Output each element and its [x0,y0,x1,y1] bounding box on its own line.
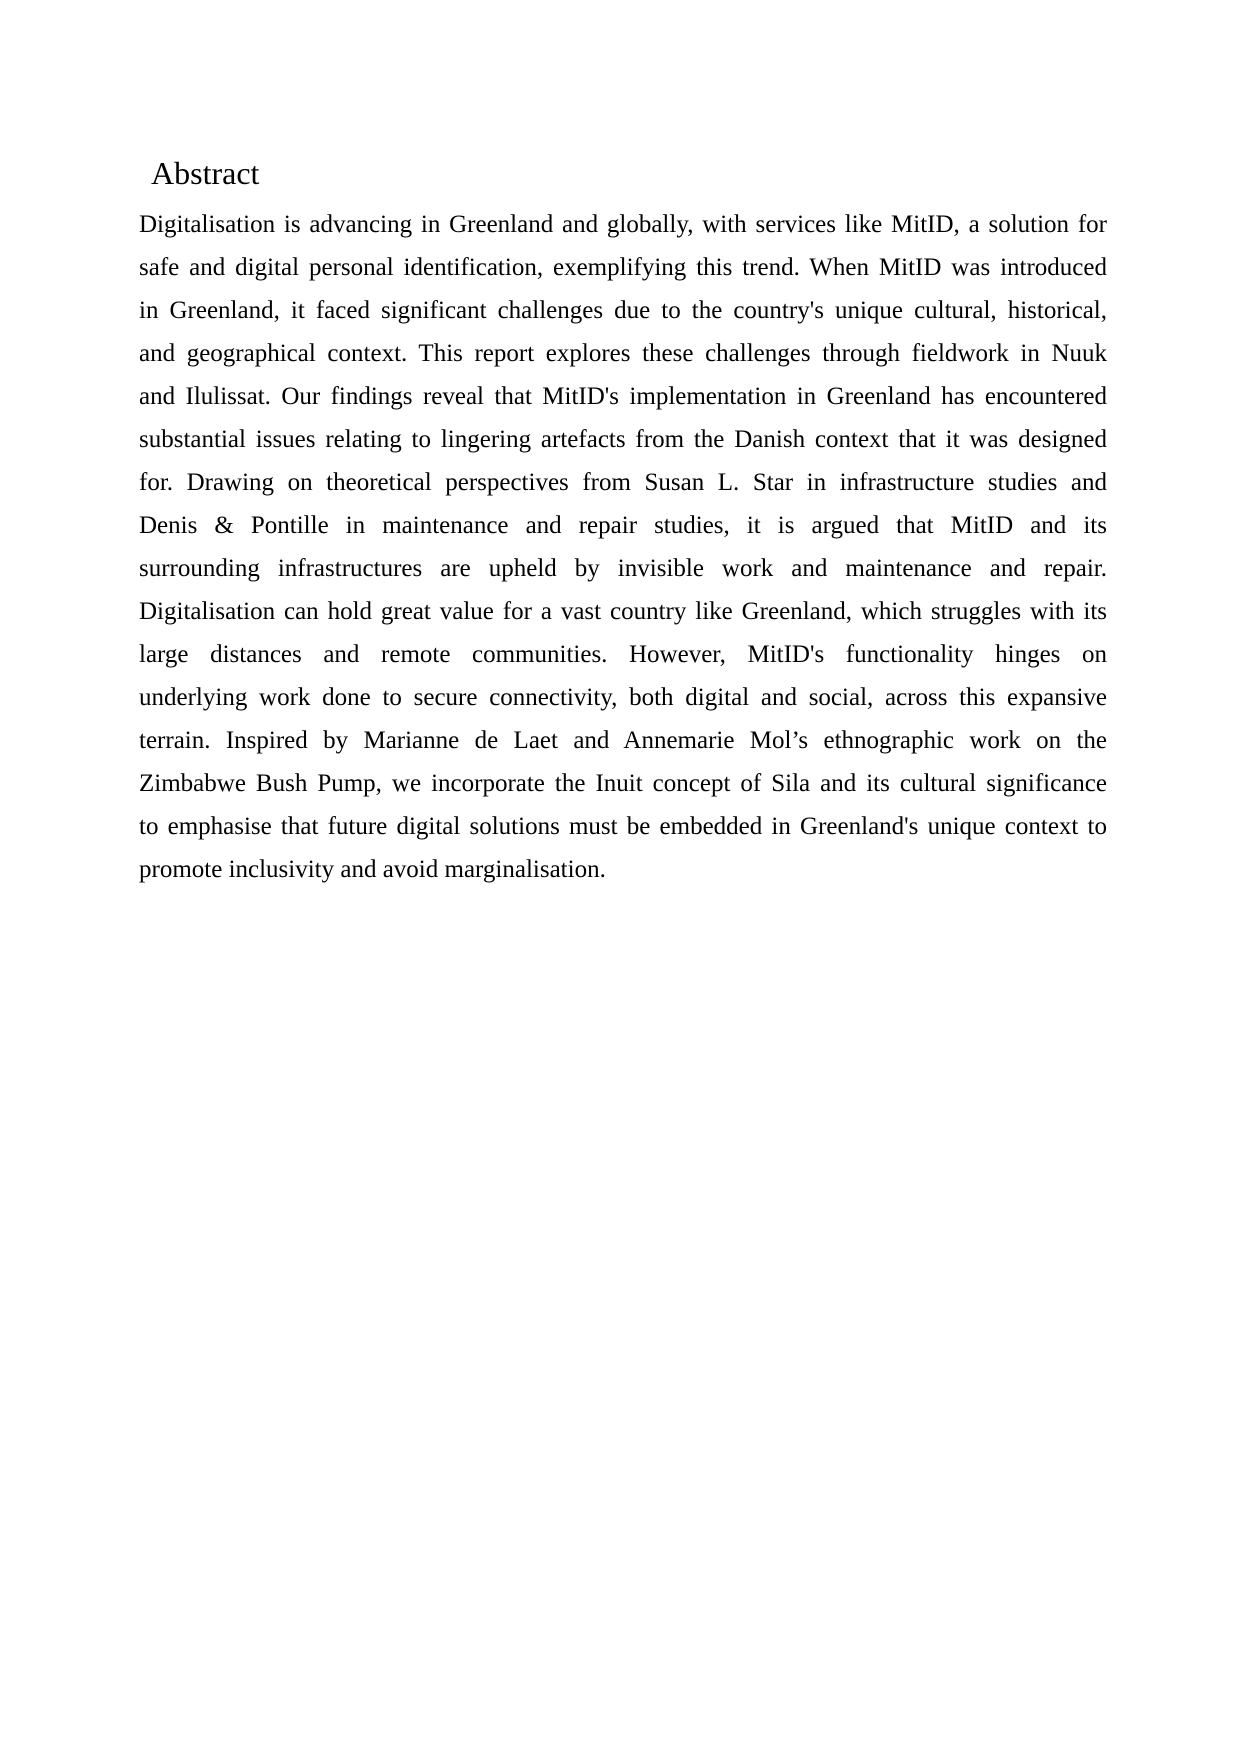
paragraph-line: surrounding infrastructures are upheld by invisible work and maintenance and repair. [139,555,1107,582]
paragraph-line: in Greenland, it faced significant challenges due to the country's unique cultural, historical, [139,297,1107,324]
paragraph-line: large distances and remote communities. However, MitID's functionality hinges on [139,641,1107,668]
paragraph-line: Zimbabwe Bush Pump, we incorporate the Inuit concept of Sila and its cultural significance [139,770,1107,797]
abstract-heading: Abstract [151,155,260,191]
paragraph-line: terrain. Inspired by Marianne de Laet and Annemarie Mol’s ethnographic work on the [139,727,1107,754]
paragraph-line: Denis & Pontille in maintenance and repair studies, it is argued that MitID and its [139,512,1107,539]
paragraph-line: Digitalisation is advancing in Greenland and globally, with services like MitID, a solution for [139,211,1107,238]
paragraph-line: safe and digital personal identification, exemplifying this trend. When MitID was introduced [139,254,1107,281]
paragraph-line: and Ilulissat. Our findings reveal that MitID's implementation in Greenland has encountered [139,383,1107,410]
abstract-paragraph [139,203,1107,891]
paragraph-line: to emphasise that future digital solutions must be embedded in Greenland's unique context to [139,813,1107,840]
paragraph-line: and geographical context. This report explores these challenges through fieldwork in Nuuk [139,340,1107,367]
abstract-section [139,156,1107,891]
paragraph-line: underlying work done to secure connectivity, both digital and social, across this expansive [139,684,1107,711]
paragraph-line: substantial issues relating to lingering artefacts from the Danish context that it was designed [139,426,1107,453]
paragraph-line: Digitalisation can hold great value for a vast country like Greenland, which struggles with its [139,598,1107,625]
paragraph-line: promote inclusivity and avoid marginalisation. [139,856,606,883]
paragraph-line: for. Drawing on theoretical perspectives from Susan L. Star in infrastructure studies and [139,469,1107,496]
